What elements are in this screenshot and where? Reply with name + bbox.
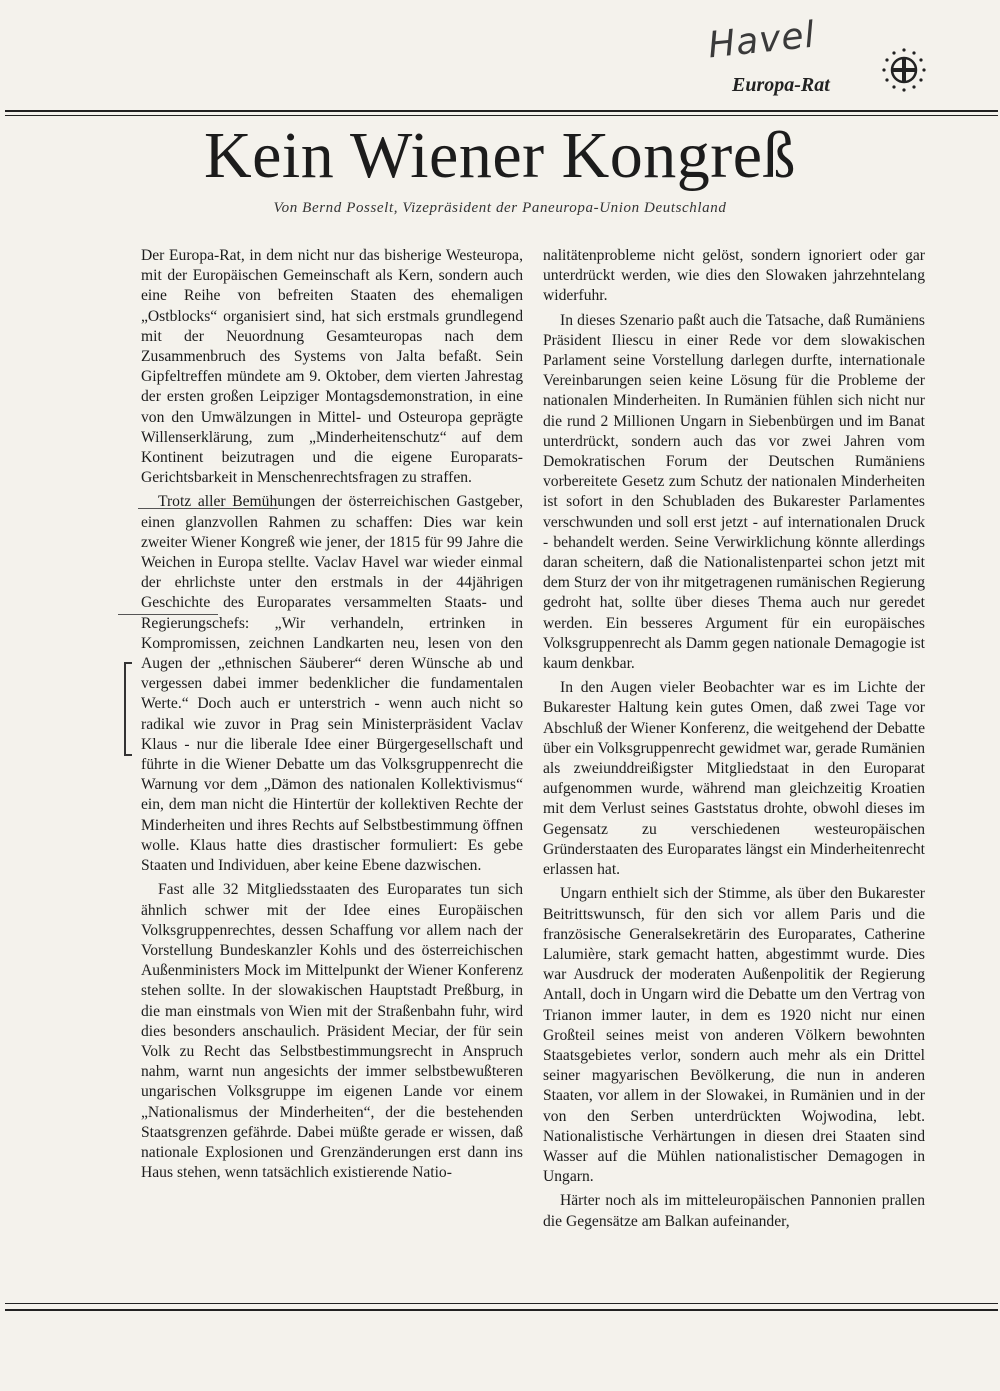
article-column-right (543, 246, 925, 1232)
article-column-left (141, 246, 523, 1183)
paragraph: Härter noch als im mitteleuropäischen Pannonien prallen die Gegensätze am Balkan aufeinander, (543, 1192, 925, 1230)
pencil-underline (138, 508, 278, 509)
article-title: Kein Wiener Kongreß (203, 119, 797, 192)
paragraph: In dieses Szenario paßt auch die Tatsache, daß Rumäniens Präsident Iliescu in einer Rede vor dem slowakischen Parlament seine Vorstellung darlegen durfte, internationale Vereinbarungen seien keine Lösung für die Probleme der nationalen Minderheiten. In Rumänien fühlen sich nicht nur die rund 2 Millionen Ungarn in Siebenbürgen und im Banat unterdrückt, sondern auch das vor zwei Jahren vom Demokratischen Forum der Deutschen Rumäniens vorbereitete Gesetz zum Schutz der nationalen Minderheiten ist sofort in den Schubladen des Bukarester Parlamentes verschwunden und soll erst jetzt - auf internationalen Druck - behandelt werden. Seine Verwirklichung könnte allerdings daran scheitern, daß die Nationalistenpartei schon jetzt mit dem Sturz der von ihr mitgetragenen rumänischen Regierung gedroht hat, sollte über dieses Thema auch nur geredet werden. Ein besseres Argument für ein europäisches Volksgruppenrecht als Damm gegen nationale Demagogie ist kaum denkbar. (543, 311, 925, 673)
paragraph: Ungarn enthielt sich der Stimme, als über den Bukarester Beitrittswunsch, für den sich vor allem Paris und die französische Generalsekretärin des Europarates, Catherine Lalumière, stark gemacht hatten, abgestimmt wurde. Dies war Ausdruck der moderaten Außenpolitik der Regierung Antall, doch in Ungarn wird die Debatte um den Vertrag von Trianon immer lauter, in dem es 1920 nicht nur einen Großteil seines meist von anderen Völkern bewohnten Staatsgebietes verlor, sondern auch mehr als ein Drittel seiner magyarischen Bevölkerung, die nun in anderen Staaten, vor allem in der Slowakei, in Rumänien und in der von den Serben unterdrückten Wojwodina, lebt. Nationalistische Verhärtungen in diesen drei Staaten sind Wasser auf die Mühlen nationalistischer Demagogen in Ungarn. (543, 885, 925, 1186)
footer-rule-thin (5, 1303, 998, 1304)
section-label: Europa-Rat (732, 74, 830, 96)
header-rule-thin (5, 115, 998, 116)
pencil-bracket-mark (124, 662, 132, 756)
handwritten-note: Havel (706, 14, 818, 67)
paragraph: Fast alle 32 Mitgliedsstaaten des Europarates tun sich ähnlich schwer mit der Idee eines Europäischen Volksgruppenrechtes, dessen Schaffung vor allem nach der Vorstellung Bundeskanzler Kohls und des österreichischen Außenministers Mock im Mittelpunkt der Wiener Konferenz stehen sollte. In der slowakischen Hauptstadt Preßburg, in die man einstmals von Wien mit der Straßenbahn fuhr, wird dies besonders anschaulich. Präsident Meciar, der für sein Volk zu Recht das Selbstbestimmungsrecht in Anspruch nahm, warnt nun angesichts der immer selbstbewußteren ungarischen Volksgruppe im eigenen Lande vor einem „Nationalismus der Minderheiten“, der die bestehenden Staatsgrenzen gefährde. Dabei müßte gerade er wissen, daß nationale Explosionen und Grenzänderungen erst dann ins Haus stehen, wenn tatsächlich existierende Natio- (141, 881, 523, 1182)
europe-cross-stars-emblem-icon (880, 46, 928, 94)
paragraph: Der Europa-Rat, in dem nicht nur das bisherige Westeuropa, mit der Europäischen Gemeinschaft als Kern, sondern auch eine Reihe von befreiten Staaten des ehemaligen „Ostblocks“ organisiert sind, hat sich erstmals grundlegend mit der Neuordnung Gesamteuropas nach dem Zusammenbruch des Systems von Jalta befaßt. Sein Gipfeltreffen mündete am 9. Oktober, dem vierten Jahrestag der ersten großen Leipziger Montagsdemonstration, in eine von den Umwälzungen in Mittel- und Osteuropa geprägte Willenserklärung, zum „Minderheitenschutz“ auf dem Kontinent beizutragen und die eigene Europarats-Gerichtsbarkeit in Menschenrechtsfragen zu straffen. (141, 247, 523, 487)
paragraph: nalitätenprobleme nicht gelöst, sondern ignoriert oder gar unterdrückt werden, wie dies den Slowaken jahrzehntelang widerfuhr. (543, 247, 925, 305)
paragraph: In den Augen vieler Beobachter war es im Lichte der Bukarester Haltung kein gutes Omen, daß zwei Tage vor Abschluß der Wiener Konferenz, die weitgehend der Debatte über ein Volksgruppenrecht gewidmet war, gerade Rumänien als zweiunddreißigster Mitgliedstaat in den Europarat aufgenommen wurde, während man gleichzeitig Kroatien mit dem Verlust seines Gaststatus drohte, obwohl dieses im Gegensatz zu verschiedenen westeuropäischen Gründerstaaten des Europarates längst ein Minderheitenrecht erlassen hat. (543, 679, 925, 879)
header-rule-thick (5, 110, 998, 112)
footer-rule-thick (5, 1309, 998, 1311)
pencil-underline (118, 614, 218, 615)
paragraph: Trotz aller Bemühungen der österreichischen Gastgeber, einen glanzvollen Rahmen zu schaffen: Dies war kein zweiter Wiener Kongreß wie jener, der 1815 für 99 Jahre die Weichen in Europa stellte. Vaclav Havel war wieder einmal der ehrlichste unter den erstmals in der 44jährigen Geschichte des Europarates versammelten Staats- und Regierungschefs: „Wir verhandeln, ertrinken in Kompromissen, zeichnen Landkarten neu, lesen von den Augen der „ethnischen Säuberer“ deren Wünsche ab und vergessen dabei immer bedenklicher die fundamentalen Werte.“ Doch auch er unterstrich - wenn auch nicht so radikal wie zuvor in Prag sein Ministerpräsident Vaclav Klaus - nur die liberale Idee einer Bürgergesellschaft und führte in die Wiener Debatte um das Volksgruppenrecht die Warnung vor dem „Dämon des nationalen Kollektivismus“ ein, dem man nicht die Hintertür der kollektiven Rechte der Minderheiten und ihres Rechts auf Selbstbestimmung öffnen wolle. Klaus hatte dies drastischer formuliert: Es gebe Staaten und Individuen, aber keine Ebene dazwischen. (141, 493, 523, 875)
article-byline: Von Bernd Posselt, Vizepräsident der Paneuropa-Union Deutschland (273, 200, 727, 216)
